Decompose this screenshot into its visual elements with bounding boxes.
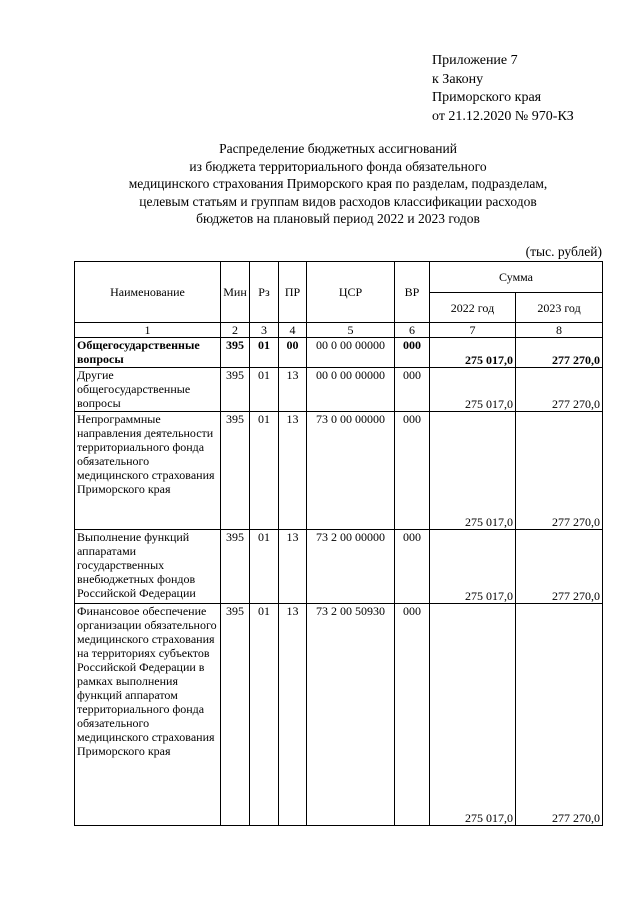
table-row bbox=[75, 338, 603, 368]
row-vr: 000 bbox=[395, 412, 430, 530]
row-csr: 00 0 00 00000 bbox=[307, 368, 395, 412]
row-amount-2022: 275 017,0 bbox=[430, 368, 516, 412]
table-row bbox=[75, 604, 603, 826]
units-label: (тыс. рублей) bbox=[525, 244, 602, 259]
row-amount-2023: 277 270,0 bbox=[516, 604, 603, 826]
document-title bbox=[74, 140, 602, 228]
header-rz: Рз bbox=[250, 262, 279, 323]
row-vr: 000 bbox=[395, 368, 430, 412]
row-amount-2023: 277 270,0 bbox=[516, 338, 603, 368]
row-pr: 00 bbox=[279, 338, 307, 368]
row-name: Непрограммные направления деятельности территориального фонда обязательного медицинского страхования Приморского края bbox=[75, 412, 221, 530]
row-amount-2023: 277 270,0 bbox=[516, 412, 603, 530]
row-vr: 000 bbox=[395, 530, 430, 604]
header-min: Мин bbox=[221, 262, 250, 323]
row-amount-2022: 275 017,0 bbox=[430, 530, 516, 604]
row-csr: 00 0 00 00000 bbox=[307, 338, 395, 368]
row-rz: 01 bbox=[250, 604, 279, 826]
row-min: 395 bbox=[221, 530, 250, 604]
column-number: 4 bbox=[279, 323, 307, 338]
title-line: Распределение бюджетных ассигнований bbox=[219, 141, 457, 156]
appendix-line: от 21.12.2020 № 970-КЗ bbox=[432, 108, 574, 124]
row-amount-2022: 275 017,0 bbox=[430, 412, 516, 530]
column-number: 1 bbox=[75, 323, 221, 338]
row-rz: 01 bbox=[250, 368, 279, 412]
header-year-2023: 2023 год bbox=[516, 293, 603, 323]
column-number: 3 bbox=[250, 323, 279, 338]
title-line: медицинского страхования Приморского края по разделам, подразделам, bbox=[128, 176, 548, 191]
row-name: Финансовое обеспечение организации обязательного медицинского страхования на территориях субъектов Российской Федерации в рамках выполнения функций аппаратом территориального фонда обязательного медицинского страхования Приморского края bbox=[75, 604, 221, 826]
row-min: 395 bbox=[221, 412, 250, 530]
table-row bbox=[75, 530, 603, 604]
header-csr: ЦСР bbox=[307, 262, 395, 323]
row-vr: 000 bbox=[395, 338, 430, 368]
title-line: целевым статьям и группам видов расходов классификации расходов bbox=[139, 193, 537, 209]
row-pr: 13 bbox=[279, 604, 307, 826]
header-vr: ВР bbox=[395, 262, 430, 323]
header-pr: ПР bbox=[279, 262, 307, 323]
column-number: 6 bbox=[395, 323, 430, 338]
row-csr: 73 0 00 00000 bbox=[307, 412, 395, 530]
row-amount-2022: 275 017,0 bbox=[430, 338, 516, 368]
title-line: из бюджета территориального фонда обязательного bbox=[189, 158, 487, 174]
row-min: 395 bbox=[221, 368, 250, 412]
row-amount-2023: 277 270,0 bbox=[516, 368, 603, 412]
header-year-2022: 2022 год bbox=[430, 293, 516, 323]
header-sum: Сумма bbox=[430, 262, 603, 293]
row-pr: 13 bbox=[279, 368, 307, 412]
row-name: Выполнение функций аппаратами государственных внебюджетных фондов Российской Федерации bbox=[75, 530, 221, 604]
row-pr: 13 bbox=[279, 412, 307, 530]
row-rz: 01 bbox=[250, 412, 279, 530]
row-min: 395 bbox=[221, 338, 250, 368]
budget-table bbox=[74, 261, 603, 826]
row-amount-2023: 277 270,0 bbox=[516, 530, 603, 604]
column-number: 2 bbox=[221, 323, 250, 338]
row-amount-2022: 275 017,0 bbox=[430, 604, 516, 826]
column-number: 5 bbox=[307, 323, 395, 338]
table-row bbox=[75, 412, 603, 530]
title-line: бюджетов на плановый период 2022 и 2023 годов bbox=[196, 211, 480, 226]
appendix-line: Приморского края bbox=[432, 90, 542, 105]
row-vr: 000 bbox=[395, 604, 430, 826]
row-pr: 13 bbox=[279, 530, 307, 604]
column-number: 8 bbox=[516, 323, 603, 338]
row-rz: 01 bbox=[250, 530, 279, 604]
row-name: Другие общегосударственные вопросы bbox=[75, 368, 221, 412]
header-name: Наименование bbox=[75, 262, 221, 323]
table-row bbox=[75, 368, 603, 412]
row-csr: 73 2 00 00000 bbox=[307, 530, 395, 604]
appendix-line: Приложение 7 bbox=[432, 53, 518, 68]
row-min: 395 bbox=[221, 604, 250, 826]
row-csr: 73 2 00 50930 bbox=[307, 604, 395, 826]
row-name: Общегосударственные вопросы bbox=[75, 338, 221, 368]
column-number: 7 bbox=[430, 323, 516, 338]
appendix-line: к Закону bbox=[432, 71, 484, 87]
row-rz: 01 bbox=[250, 338, 279, 368]
appendix-reference bbox=[432, 52, 574, 126]
